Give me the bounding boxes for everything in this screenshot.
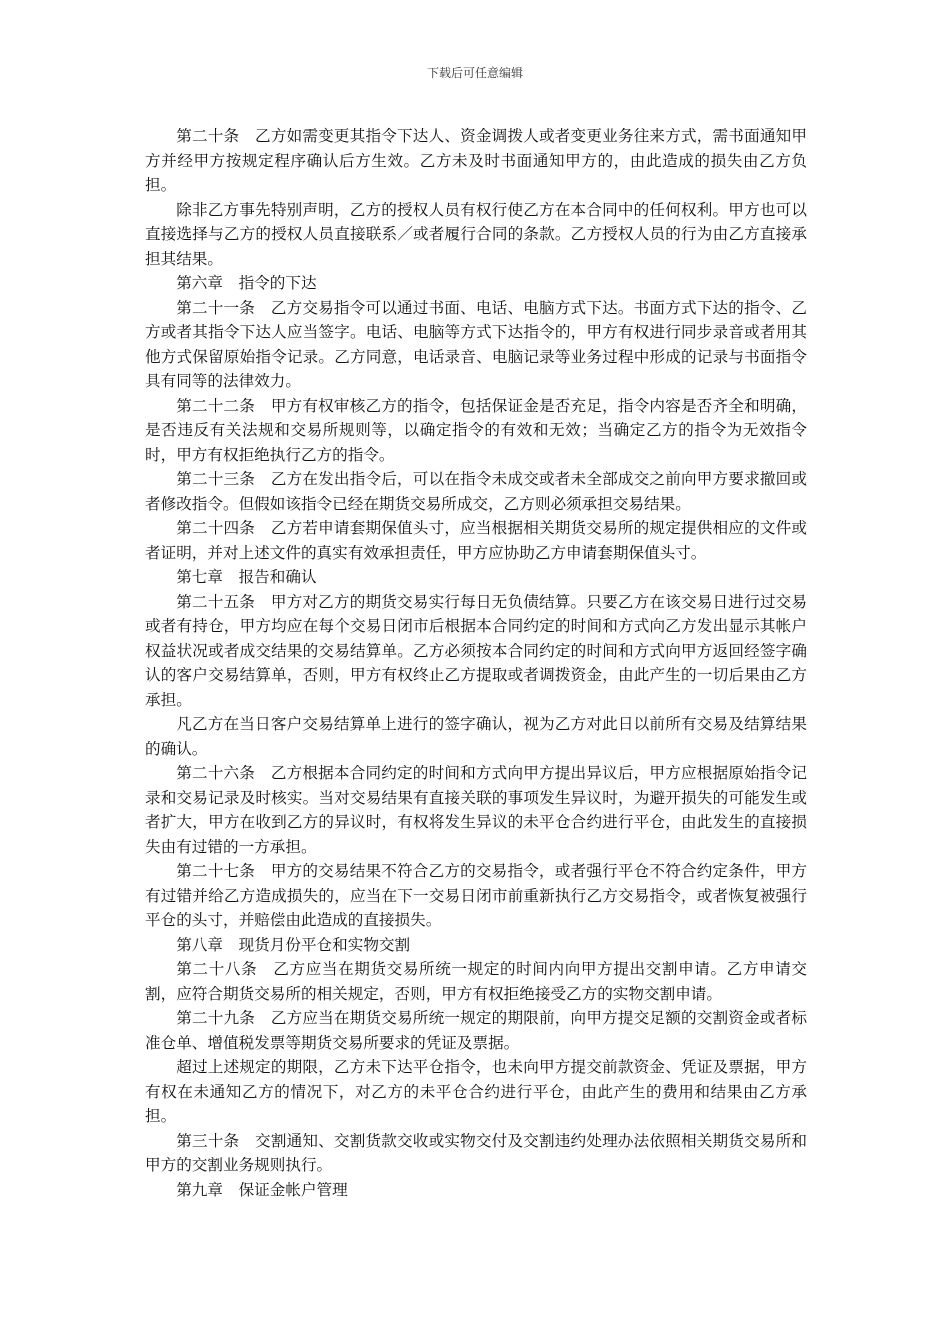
document-body bbox=[145, 124, 807, 1202]
paragraph: 凡乙方在当日客户交易结算单上进行的签字确认，视为乙方对此日以前所有交易及结算结果的确认。 bbox=[145, 715, 807, 758]
paragraph: 除非乙方事先特别声明，乙方的授权人员有权行使乙方在本合同中的任何权利。甲方也可以直接选择与乙方的授权人员直接联系／或者履行合同的条款。乙方授权人员的行为由乙方直接承担其结果。 bbox=[145, 200, 807, 268]
paragraph: 第二十七条 甲方的交易结果不符合乙方的交易指令，或者强行平仓不符合约定条件，甲方有过错并给乙方造成损失的，应当在下一交易日闭市前重新执行乙方交易指令，或者恢复被强行平仓的头寸，并赔偿由此造成的直接损失。 bbox=[145, 862, 807, 929]
paragraph: 超过上述规定的期限，乙方未下达平仓指令，也未向甲方提交前款资金、凭证及票据，甲方有权在未通知乙方的情况下，对乙方的未平仓合约进行平仓，由此产生的费用和结果由乙方承担。 bbox=[145, 1058, 807, 1125]
paragraph: 第二十二条 甲方有权审核乙方的指令，包括保证金是否充足，指令内容是否齐全和明确，是否违反有关法规和交易所规则等，以确定指令的有效和无效；当确定乙方的指令为无效指令时，甲方有权拒绝执行乙方的指令。 bbox=[145, 396, 807, 464]
chapter-heading: 第六章 指令的下达 bbox=[176, 274, 317, 292]
paragraph: 第二十三条 乙方在发出指令后，可以在指令未成交或者未全部成交之前向甲方要求撤回或者修改指令。但假如该指令已经在期货交易所成交，乙方则必须承担交易结果。 bbox=[145, 470, 807, 513]
paragraph: 第二十八条 乙方应当在期货交易所统一规定的时间内向甲方提出交割申请。乙方申请交割，应符合期货交易所的相关规定，否则，甲方有权拒绝接受乙方的实物交割申请。 bbox=[145, 960, 807, 1003]
paragraph: 第二十一条 乙方交易指令可以通过书面、电话、电脑方式下达。书面方式下达的指令、乙方或者其指令下达人应当签字。电话、电脑等方式下达指令的，甲方有权进行同步录音或者用其他方式保留原始指令记录。乙方同意，电话录音、电脑记录等业务过程中形成的记录与书面指令具有同等的法律效力。 bbox=[145, 298, 807, 390]
chapter-heading: 第八章 现货月份平仓和实物交割 bbox=[176, 935, 411, 954]
paragraph: 第二十五条 甲方对乙方的期货交易实行每日无负债结算。只要乙方在该交易日进行过交易或者有持仓，甲方均应在每个交易日闭市后根据本合同约定的时间和方式向乙方发出显示其帐户权益状况或者成交结果的交易结算单。乙方必须按本合同约定的时间和方式向甲方返回经签字确认的客户交易结算单，否则，甲方有权终止乙方提取或者调拨资金，由此产生的一切后果由乙方承担。 bbox=[145, 592, 807, 709]
paragraph: 第三十条 交割通知、交割货款交收或实物交付及交割违约处理办法依照相关期货交易所和甲方的交割业务规则执行。 bbox=[145, 1131, 807, 1174]
chapter-heading: 第七章 报告和确认 bbox=[176, 568, 317, 586]
paragraph: 第二十四条 乙方若申请套期保值头寸，应当根据相关期货交易所的规定提供相应的文件或者证明，并对上述文件的真实有效承担责任，甲方应协助乙方申请套期保值头寸。 bbox=[145, 519, 807, 562]
paragraph: 第二十条 乙方如需变更其指令下达人、资金调拨人或者变更业务往来方式，需书面通知甲方并经甲方按规定程序确认后方生效。乙方未及时书面通知甲方的，由此造成的损失由乙方负担。 bbox=[145, 127, 807, 194]
paragraph: 第二十六条 乙方根据本合同约定的时间和方式向甲方提出异议后，甲方应根据原始指令记录和交易记录及时核实。当对交易结果有直接关联的事项发生异议时，为避开损失的可能发生或者扩大，甲方在收到乙方的异议时，有权将发生异议的未平仓合约进行平仓，由此发生的直接损失由有过错的一方承担。 bbox=[145, 764, 807, 856]
paragraph: 第二十九条 乙方应当在期货交易所统一规定的期限前，向甲方提交足额的交割资金或者标准仓单、增值税发票等期货交易所要求的凭证及票据。 bbox=[145, 1009, 807, 1052]
chapter-heading: 第九章 保证金帐户管理 bbox=[176, 1180, 348, 1199]
page-header: 下载后可任意编辑 bbox=[426, 66, 523, 80]
